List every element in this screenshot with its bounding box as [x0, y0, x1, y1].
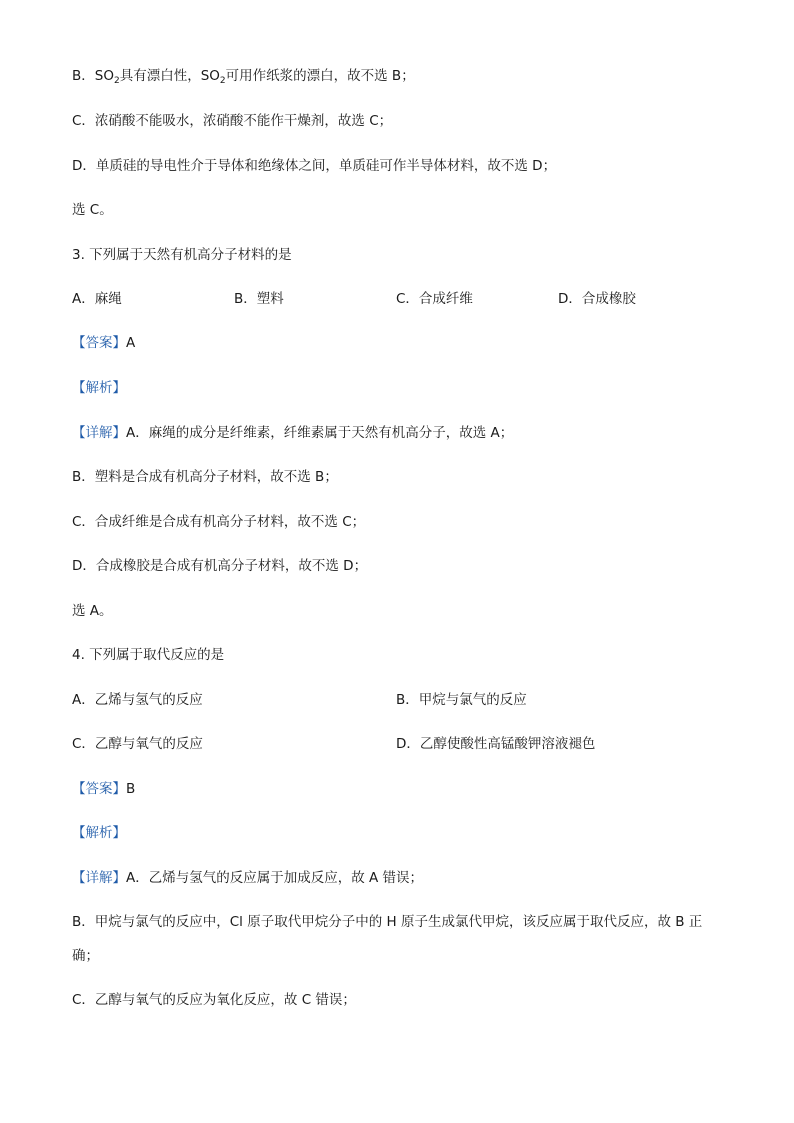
q3-option-c: C．合成纤维: [396, 291, 473, 307]
q3-option-d: D．合成橡胶: [558, 291, 636, 307]
q4-answer-tag: 【答案】: [72, 781, 126, 797]
q4-option-c: C．乙醇与氧气的反应: [72, 736, 203, 752]
q3-answer: [72, 333, 135, 353]
q4-stem: 4. 下列属于取代反应的是: [72, 647, 225, 663]
q3-detail-b: B．塑料是合成有机高分子材料，故不选 B；: [72, 469, 338, 485]
q4-detail-a: 【详解】A．乙烯与氢气的反应属于加成反应，故 A 错误；: [72, 870, 424, 886]
q4-detail-tag: 【详解】: [72, 870, 126, 886]
q3-detail-a: 【详解】A．麻绳的成分是纤维素，纤维素属于天然有机高分子，故选 A；: [72, 425, 514, 441]
q4-detail-b-line1: B．甲烷与氯气的反应中，Cl 原子取代甲烷分子中的 H 原子生成氯代甲烷，该反应属于取代反应，故 B 正: [72, 914, 703, 930]
q3-detail-tag: 【详解】: [72, 425, 126, 441]
q4-option-d: D．乙醇使酸性高锰酸钾溶液褪色: [396, 736, 596, 752]
prev-conclusion: 选 C。: [72, 202, 113, 218]
q4-detail-c: C．乙醇与氧气的反应为氧化反应，故 C 错误；: [72, 992, 356, 1008]
q3-analysis-tag: 【解析】: [72, 380, 126, 396]
q3-stem: 3. 下列属于天然有机高分子材料的是: [72, 247, 292, 263]
prev-option-c: C．浓硝酸不能吸水，浓硝酸不能作干燥剂，故选 C；: [72, 113, 393, 129]
prev-option-d: D．单质硅的导电性介于导体和绝缘体之间，单质硅可作半导体材料，故不选 D；: [72, 158, 557, 174]
q4-answer: [72, 779, 135, 799]
q3-answer-value: A: [126, 335, 136, 351]
q4-analysis-tag: 【解析】: [72, 825, 126, 841]
q3-detail-c: C．合成纤维是合成有机高分子材料，故不选 C；: [72, 514, 366, 530]
q3-answer-tag: 【答案】: [72, 335, 126, 351]
q4-option-b: B．甲烷与氯气的反应: [396, 692, 527, 708]
q3-option-a: A．麻绳: [72, 291, 122, 307]
q3-option-b: B．塑料: [234, 291, 284, 307]
q4-option-a: A．乙烯与氢气的反应: [72, 692, 203, 708]
prev-option-b: B．$SO_2$具有漂白性，$SO_2$可用作纸浆的漂白，故不选 B；: [72, 68, 415, 86]
q4-detail-b-line2: 确；: [72, 948, 99, 964]
q3-detail-d: D．合成橡胶是合成有机高分子材料，故不选 D；: [72, 558, 368, 574]
q4-answer-value: B: [126, 781, 136, 797]
q3-conclusion: 选 A。: [72, 603, 113, 619]
